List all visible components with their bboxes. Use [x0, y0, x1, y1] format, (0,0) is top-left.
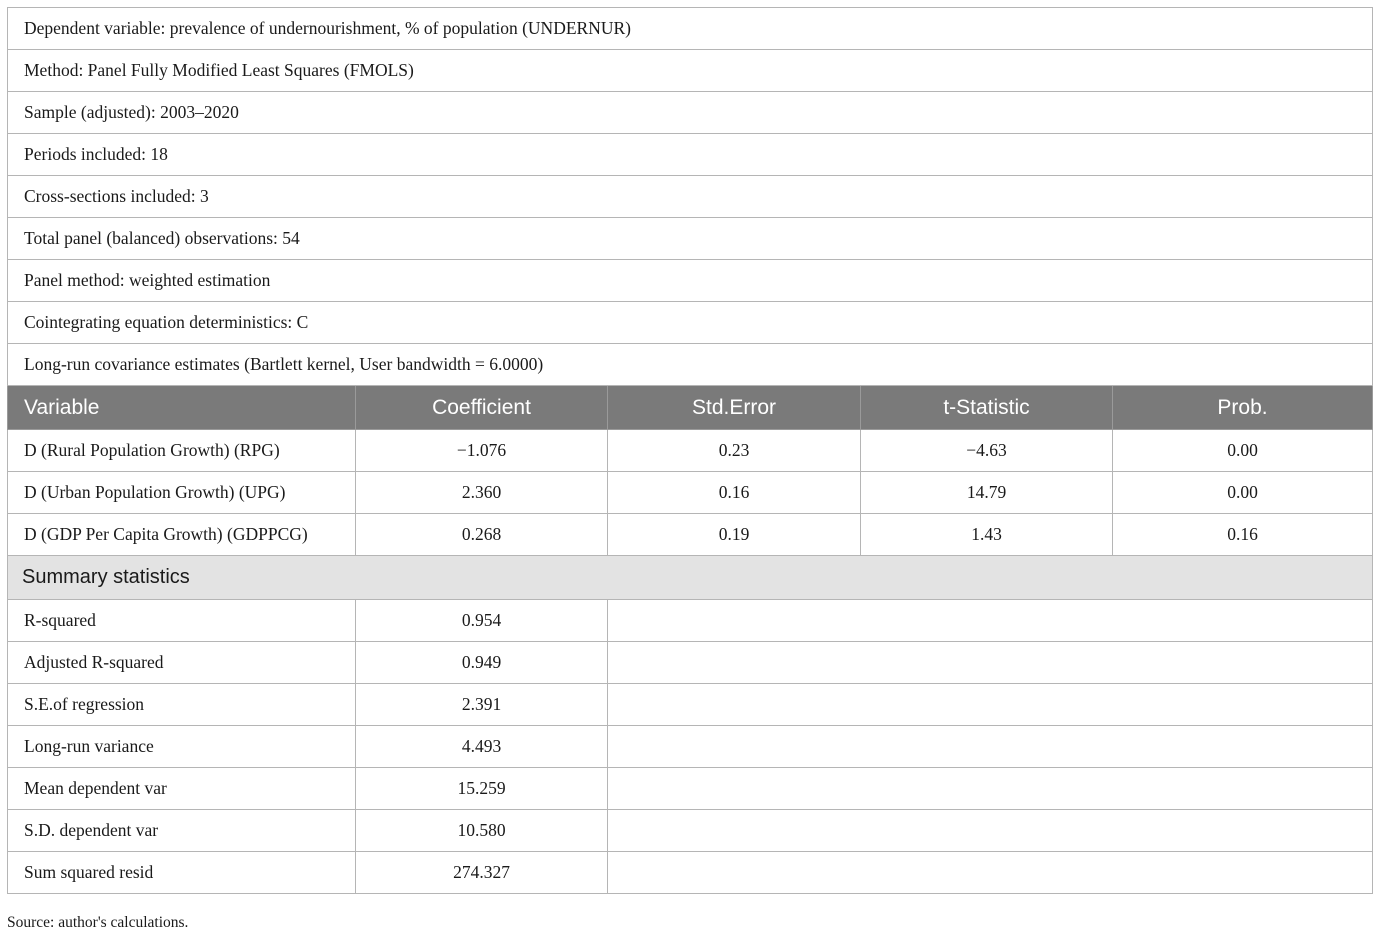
table-row — [8, 472, 1373, 514]
summary-label: Mean dependent var — [8, 768, 356, 810]
table-row — [8, 430, 1373, 472]
column-header-coefficient: Coefficient — [356, 386, 608, 430]
variable-cell: D (Urban Population Growth) (UPG) — [8, 472, 356, 514]
column-header-variable: Variable — [8, 386, 356, 430]
prob-cell: 0.00 — [1113, 472, 1373, 514]
meta-row: Method: Panel Fully Modified Least Squares (FMOLS) — [8, 50, 1373, 92]
summary-value: 10.580 — [356, 810, 608, 852]
summary-label: S.D. dependent var — [8, 810, 356, 852]
regression-results-table — [7, 7, 1373, 894]
summary-row — [8, 726, 1373, 768]
summary-section-title: Summary statistics — [8, 556, 1373, 600]
prob-cell: 0.16 — [1113, 514, 1373, 556]
std-error-cell: 0.23 — [608, 430, 861, 472]
summary-section-header-row — [8, 556, 1373, 600]
empty-cell — [608, 810, 1373, 852]
meta-row: Dependent variable: prevalence of undernourishment, % of population (UNDERNUR) — [8, 8, 1373, 50]
source-note: Source: author's calculations. — [7, 914, 189, 931]
summary-row — [8, 684, 1373, 726]
meta-row: Total panel (balanced) observations: 54 — [8, 218, 1373, 260]
summary-row — [8, 810, 1373, 852]
variable-cell: D (GDP Per Capita Growth) (GDPPCG) — [8, 514, 356, 556]
meta-row: Periods included: 18 — [8, 134, 1373, 176]
coefficient-cell: −1.076 — [356, 430, 608, 472]
summary-value: 15.259 — [356, 768, 608, 810]
empty-cell — [608, 684, 1373, 726]
summary-value: 0.949 — [356, 642, 608, 684]
empty-cell — [608, 852, 1373, 894]
coefficient-cell: 0.268 — [356, 514, 608, 556]
summary-label: Adjusted R-squared — [8, 642, 356, 684]
summary-label: Sum squared resid — [8, 852, 356, 894]
empty-cell — [608, 642, 1373, 684]
regression-results-table-container — [7, 7, 1372, 894]
empty-cell — [608, 726, 1373, 768]
std-error-cell: 0.19 — [608, 514, 861, 556]
column-header-t-statistic: t-Statistic — [861, 386, 1113, 430]
table-row — [8, 514, 1373, 556]
summary-label: R-squared — [8, 600, 356, 642]
t-statistic-cell: 14.79 — [861, 472, 1113, 514]
column-header-row — [8, 386, 1373, 430]
summary-label: Long-run variance — [8, 726, 356, 768]
variable-cell: D (Rural Population Growth) (RPG) — [8, 430, 356, 472]
column-header-std-error: Std.Error — [608, 386, 861, 430]
prob-cell: 0.00 — [1113, 430, 1373, 472]
column-header-prob: Prob. — [1113, 386, 1373, 430]
summary-label: S.E.of regression — [8, 684, 356, 726]
summary-row — [8, 642, 1373, 684]
std-error-cell: 0.16 — [608, 472, 861, 514]
summary-row — [8, 600, 1373, 642]
empty-cell — [608, 768, 1373, 810]
empty-cell — [608, 600, 1373, 642]
summary-row — [8, 852, 1373, 894]
meta-row: Long-run covariance estimates (Bartlett kernel, User bandwidth = 6.0000) — [8, 344, 1373, 386]
meta-row: Cointegrating equation deterministics: C — [8, 302, 1373, 344]
summary-row — [8, 768, 1373, 810]
summary-value: 274.327 — [356, 852, 608, 894]
summary-value: 4.493 — [356, 726, 608, 768]
meta-row: Cross-sections included: 3 — [8, 176, 1373, 218]
t-statistic-cell: 1.43 — [861, 514, 1113, 556]
t-statistic-cell: −4.63 — [861, 430, 1113, 472]
summary-value: 0.954 — [356, 600, 608, 642]
summary-value: 2.391 — [356, 684, 608, 726]
coefficient-cell: 2.360 — [356, 472, 608, 514]
meta-row: Sample (adjusted): 2003–2020 — [8, 92, 1373, 134]
meta-row: Panel method: weighted estimation — [8, 260, 1373, 302]
